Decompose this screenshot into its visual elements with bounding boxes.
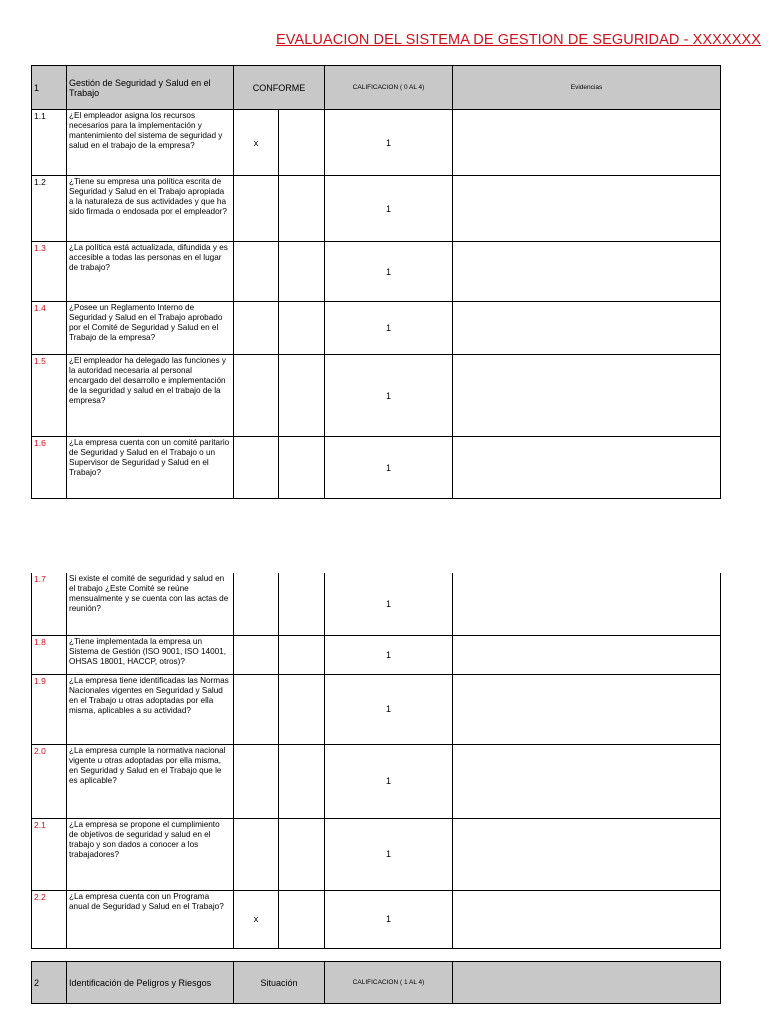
no-conforme-cell[interactable]: [279, 635, 325, 674]
score-cell[interactable]: 1: [325, 573, 453, 635]
score-cell[interactable]: 1: [325, 355, 453, 437]
conforme-cell[interactable]: [234, 176, 279, 242]
question-text: ¿Tiene implementada la empresa un Sistema de Gestión (ISO 9001, ISO 14001, OHSAS 18001, HACCP, otros)?: [67, 635, 234, 674]
item-number: 2.2: [32, 890, 67, 948]
table-row: [32, 674, 721, 744]
question-text: ¿La empresa cuenta con un Programa anual de Seguridad y Salud en el Trabajo?: [67, 890, 234, 948]
section-heading: Identificación de Peligros y Riesgos: [67, 962, 234, 1004]
no-conforme-cell[interactable]: [279, 818, 325, 890]
conforme-cell[interactable]: [234, 355, 279, 437]
item-number: 1.7: [32, 573, 67, 635]
no-conforme-cell[interactable]: [279, 355, 325, 437]
table-row: [32, 302, 721, 355]
table-row: [32, 176, 721, 242]
section-heading: Gestión de Seguridad y Salud en el Trabajo: [67, 66, 234, 110]
score-cell[interactable]: 1: [325, 674, 453, 744]
item-number: 1.5: [32, 355, 67, 437]
evidence-cell[interactable]: [453, 110, 721, 176]
question-text: ¿La empresa se propone el cumplimiento de objetivos de seguridad y salud en el trabajo y son dados a conocer a los trabajadores?: [67, 818, 234, 890]
table-row: [32, 818, 721, 890]
item-number: 1.9: [32, 674, 67, 744]
question-text: ¿La empresa tiene identificadas las Normas Nacionales vigentes en Seguridad y Salud en el Trabajo u otras adoptadas por ella misma, aplicables a su actividad?: [67, 674, 234, 744]
table-row: [32, 890, 721, 948]
no-conforme-cell[interactable]: [279, 674, 325, 744]
item-number: 1.4: [32, 302, 67, 355]
calificacion-header: CALIFICACION ( 0 AL 4): [325, 66, 453, 110]
score-cell[interactable]: 1: [325, 437, 453, 499]
evidencias-header: [453, 962, 721, 1004]
score-cell[interactable]: 1: [325, 744, 453, 818]
evidence-cell[interactable]: [453, 818, 721, 890]
conforme-cell[interactable]: [234, 674, 279, 744]
question-text: ¿La política está actualizada, difundida y es accesible a todas las personas en el lugar de trabajo?: [67, 242, 234, 302]
score-cell[interactable]: 1: [325, 110, 453, 176]
conforme-cell[interactable]: [234, 302, 279, 355]
question-text: ¿La empresa cumple la normativa nacional vigente u otras adoptadas por ella misma, en Seguridad y Salud en el Trabajo que le es aplicable?: [67, 744, 234, 818]
no-conforme-cell[interactable]: [279, 573, 325, 635]
evidence-cell[interactable]: [453, 744, 721, 818]
section2-table: [31, 961, 721, 1004]
situacion-header: Situación: [234, 962, 325, 1004]
conforme-cell[interactable]: [234, 242, 279, 302]
no-conforme-cell[interactable]: [279, 242, 325, 302]
item-number: 2.1: [32, 818, 67, 890]
section-number: 1: [32, 66, 67, 110]
document-title: EVALUACION DEL SISTEMA DE GESTION DE SEGURIDAD - XXXXXXX: [276, 32, 762, 48]
table-row: [32, 635, 721, 674]
no-conforme-cell[interactable]: [279, 110, 325, 176]
conforme-cell[interactable]: [234, 437, 279, 499]
item-number: 1.2: [32, 176, 67, 242]
score-cell[interactable]: 1: [325, 635, 453, 674]
calificacion-header: CALIFICACION ( 1 AL 4): [325, 962, 453, 1004]
table-row: [32, 437, 721, 499]
section1-header-row: [32, 66, 721, 110]
table-row: [32, 242, 721, 302]
no-conforme-cell[interactable]: [279, 437, 325, 499]
score-cell[interactable]: 1: [325, 890, 453, 948]
conforme-cell[interactable]: [234, 818, 279, 890]
score-cell[interactable]: 1: [325, 302, 453, 355]
conforme-cell[interactable]: [234, 635, 279, 674]
conforme-cell[interactable]: [234, 573, 279, 635]
score-cell[interactable]: 1: [325, 176, 453, 242]
table-row: [32, 110, 721, 176]
conforme-cell[interactable]: x: [234, 890, 279, 948]
conforme-header: CONFORME: [234, 66, 325, 110]
evidence-cell[interactable]: [453, 242, 721, 302]
table-row: [32, 744, 721, 818]
evidence-cell[interactable]: [453, 355, 721, 437]
item-number: 1.8: [32, 635, 67, 674]
score-cell[interactable]: 1: [325, 818, 453, 890]
score-cell[interactable]: 1: [325, 242, 453, 302]
no-conforme-cell[interactable]: [279, 744, 325, 818]
evidence-cell[interactable]: [453, 437, 721, 499]
table-row: [32, 573, 721, 635]
question-text: ¿La empresa cuenta con un comité paritario de Seguridad y Salud en el Trabajo o un Supervisor de Seguridad y Salud en el Trabajo?: [67, 437, 234, 499]
question-text: Si existe el comité de seguridad y salud en el trabajo ¿Este Comité se reúne mensualmente y se cuenta con las actas de reunión?: [67, 573, 234, 635]
conforme-cell[interactable]: [234, 744, 279, 818]
evidence-cell[interactable]: [453, 635, 721, 674]
evidence-cell[interactable]: [453, 302, 721, 355]
evidence-cell[interactable]: [453, 674, 721, 744]
evaluation-table-page2: [31, 573, 721, 949]
item-number: 2.0: [32, 744, 67, 818]
question-text: ¿Tiene su empresa una política escrita de Seguridad y Salud en el Trabajo apropiada a la naturaleza de sus actividades y que ha sido firmada o endosada por el empleador?: [67, 176, 234, 242]
evidence-cell[interactable]: [453, 176, 721, 242]
table-row: [32, 355, 721, 437]
no-conforme-cell[interactable]: [279, 176, 325, 242]
no-conforme-cell[interactable]: [279, 890, 325, 948]
question-text: ¿El empleador ha delegado las funciones y la autoridad necesaria al personal encargado del desarrollo e implementación de la seguridad y salud en el trabajo de la empresa?: [67, 355, 234, 437]
question-text: ¿El empleador asigna los recursos necesarios para la implementación y mantenimiento del sistema de seguridad y salud en el trabajo de la empresa?: [67, 110, 234, 176]
evidencias-header: Evidencias: [453, 66, 721, 110]
item-number: 1.6: [32, 437, 67, 499]
section2-header-row: [32, 962, 721, 1004]
item-number: 1.1: [32, 110, 67, 176]
question-text: ¿Posee un Reglamento Interno de Seguridad y Salud en el Trabajo aprobado por el Comité de Seguridad y Salud en el Trabajo de la empresa?: [67, 302, 234, 355]
evaluation-table-page1: [31, 65, 721, 499]
conforme-cell[interactable]: x: [234, 110, 279, 176]
no-conforme-cell[interactable]: [279, 302, 325, 355]
section-number: 2: [32, 962, 67, 1004]
evidence-cell[interactable]: [453, 573, 721, 635]
evidence-cell[interactable]: [453, 890, 721, 948]
item-number: 1.3: [32, 242, 67, 302]
